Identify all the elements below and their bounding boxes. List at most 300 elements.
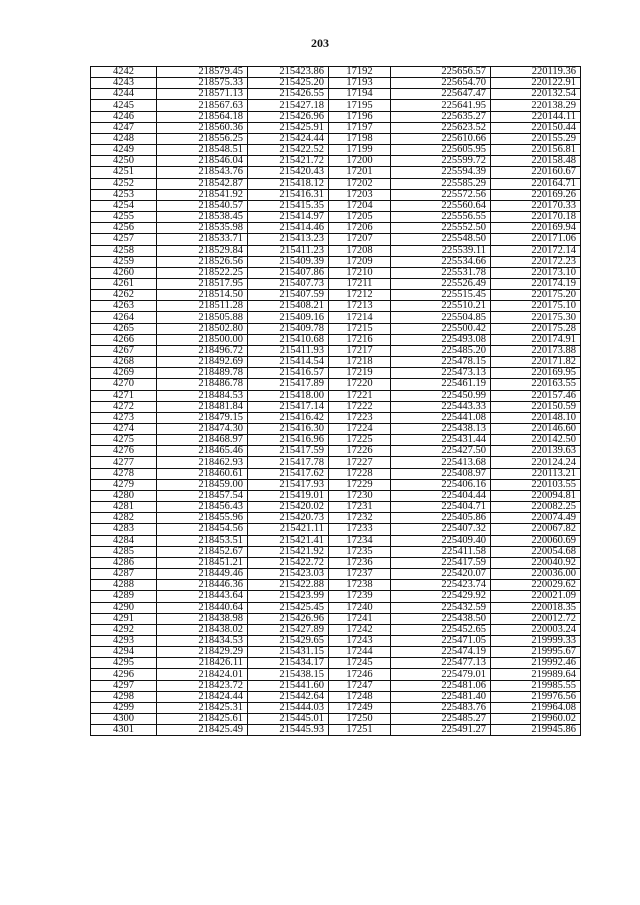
table-cell: 218452.67 — [157, 546, 248, 557]
table-cell: 17210 — [329, 267, 391, 278]
table-cell: 220094.81 — [491, 490, 581, 501]
table-cell: 218511.28 — [157, 301, 248, 312]
table-cell: 4265 — [91, 323, 157, 334]
table-row — [91, 156, 581, 167]
table-cell: 4295 — [91, 658, 157, 669]
table-cell: 218571.13 — [157, 89, 248, 100]
table-row — [91, 200, 581, 211]
table-row — [91, 256, 581, 267]
table-row — [91, 111, 581, 122]
table-cell: 17195 — [329, 100, 391, 111]
table-cell: 4290 — [91, 602, 157, 613]
table-cell: 17193 — [329, 78, 391, 89]
table-cell: 4249 — [91, 145, 157, 156]
table-cell: 17214 — [329, 312, 391, 323]
table-cell: 220012.72 — [491, 613, 581, 624]
table-cell: 220156.81 — [491, 145, 581, 156]
table-row — [91, 345, 581, 356]
table-cell: 225641.95 — [391, 100, 491, 111]
table-cell: 220160.67 — [491, 167, 581, 178]
table-cell: 4283 — [91, 524, 157, 535]
table-cell: 225409.40 — [391, 535, 491, 546]
table-cell: 215420.02 — [248, 502, 329, 513]
table-cell: 220142.50 — [491, 435, 581, 446]
table-cell: 218529.84 — [157, 245, 248, 256]
table-row — [91, 647, 581, 658]
table-cell: 17207 — [329, 234, 391, 245]
table-cell: 218454.56 — [157, 524, 248, 535]
table-cell: 4284 — [91, 535, 157, 546]
table-cell: 219989.64 — [491, 669, 581, 680]
table-cell: 4255 — [91, 212, 157, 223]
table-cell: 215429.65 — [248, 635, 329, 646]
table-cell: 17206 — [329, 223, 391, 234]
table-row — [91, 680, 581, 691]
table-cell: 225423.74 — [391, 580, 491, 591]
table-cell: 4267 — [91, 345, 157, 356]
table-cell: 215427.89 — [248, 624, 329, 635]
page-number: 203 — [311, 36, 329, 50]
table-cell: 220103.55 — [491, 479, 581, 490]
table-cell: 220067.82 — [491, 524, 581, 535]
table-cell: 225427.50 — [391, 446, 491, 457]
table-cell: 215414.54 — [248, 357, 329, 368]
table-row — [91, 557, 581, 568]
table-cell: 218459.00 — [157, 479, 248, 490]
table-cell: 218455.96 — [157, 513, 248, 524]
table-cell: 219960.02 — [491, 714, 581, 725]
table-cell: 225413.68 — [391, 457, 491, 468]
table-cell: 4273 — [91, 412, 157, 423]
table-cell: 215407.86 — [248, 267, 329, 278]
table-cell: 215421.41 — [248, 535, 329, 546]
table-cell: 17247 — [329, 680, 391, 691]
table-cell: 225485.27 — [391, 714, 491, 725]
table-row — [91, 446, 581, 457]
table-row — [91, 524, 581, 535]
table-cell: 215417.59 — [248, 446, 329, 457]
table-cell: 4286 — [91, 557, 157, 568]
table-cell: 218535.98 — [157, 223, 248, 234]
table-cell: 220170.18 — [491, 212, 581, 223]
table-cell: 218543.76 — [157, 167, 248, 178]
table-cell: 218492.69 — [157, 357, 248, 368]
table-cell: 4294 — [91, 647, 157, 658]
table-cell: 220074.49 — [491, 513, 581, 524]
table-cell: 4280 — [91, 490, 157, 501]
table-cell: 220150.44 — [491, 122, 581, 133]
table-cell: 218449.46 — [157, 569, 248, 580]
table-row — [91, 457, 581, 468]
table-cell: 4250 — [91, 156, 157, 167]
table-row — [91, 424, 581, 435]
table-cell: 218429.29 — [157, 647, 248, 658]
table-cell: 215414.46 — [248, 223, 329, 234]
table-cell: 215413.23 — [248, 234, 329, 245]
table-cell: 225599.72 — [391, 156, 491, 167]
table-cell: 225548.50 — [391, 234, 491, 245]
table-cell: 219999.33 — [491, 635, 581, 646]
table-cell: 220170.33 — [491, 200, 581, 211]
table-row — [91, 89, 581, 100]
table-cell: 225450.99 — [391, 390, 491, 401]
table-cell: 215408.21 — [248, 301, 329, 312]
table-cell: 220169.94 — [491, 223, 581, 234]
table-cell: 218443.64 — [157, 591, 248, 602]
table-cell: 215418.12 — [248, 178, 329, 189]
table-cell: 218425.31 — [157, 702, 248, 713]
table-cell: 215426.55 — [248, 89, 329, 100]
table-cell: 220138.29 — [491, 100, 581, 111]
table-cell: 4272 — [91, 401, 157, 412]
table-cell: 17209 — [329, 256, 391, 267]
table-cell: 215411.23 — [248, 245, 329, 256]
table-cell: 218538.45 — [157, 212, 248, 223]
table-cell: 218425.49 — [157, 725, 248, 736]
table-cell: 4292 — [91, 624, 157, 635]
table-cell: 220139.63 — [491, 446, 581, 457]
table-row — [91, 223, 581, 234]
table-cell: 215417.62 — [248, 468, 329, 479]
table-cell: 225500.42 — [391, 323, 491, 334]
table-row — [91, 267, 581, 278]
table-cell: 218564.18 — [157, 111, 248, 122]
table-cell: 17200 — [329, 156, 391, 167]
table-cell: 220054.68 — [491, 546, 581, 557]
table-cell: 220124.24 — [491, 457, 581, 468]
table-cell: 215418.00 — [248, 390, 329, 401]
table-row — [91, 100, 581, 111]
table-row — [91, 624, 581, 635]
table-cell: 218456.43 — [157, 502, 248, 513]
table-cell: 225452.65 — [391, 624, 491, 635]
table-cell: 220174.91 — [491, 334, 581, 345]
table-cell: 17228 — [329, 468, 391, 479]
table-cell: 225441.08 — [391, 412, 491, 423]
table-cell: 215409.16 — [248, 312, 329, 323]
table-cell: 218424.01 — [157, 669, 248, 680]
table-cell: 215421.92 — [248, 546, 329, 557]
table-cell: 215420.43 — [248, 167, 329, 178]
table-cell: 218438.02 — [157, 624, 248, 635]
table-cell: 220164.71 — [491, 178, 581, 189]
table-cell: 218425.61 — [157, 714, 248, 725]
table-cell: 218438.98 — [157, 613, 248, 624]
table-row — [91, 669, 581, 680]
table-cell: 17212 — [329, 290, 391, 301]
table-cell: 17240 — [329, 602, 391, 613]
table-cell: 220122.91 — [491, 78, 581, 89]
table-cell: 17218 — [329, 357, 391, 368]
table-cell: 225408.97 — [391, 468, 491, 479]
table-row — [91, 167, 581, 178]
table-row — [91, 390, 581, 401]
table-cell: 225654.70 — [391, 78, 491, 89]
table-row — [91, 133, 581, 144]
table-cell: 225493.08 — [391, 334, 491, 345]
table-cell: 220021.09 — [491, 591, 581, 602]
table-cell: 225481.40 — [391, 691, 491, 702]
table-cell: 17245 — [329, 658, 391, 669]
table-cell: 215445.01 — [248, 714, 329, 725]
table-cell: 215416.31 — [248, 189, 329, 200]
table-cell: 225481.06 — [391, 680, 491, 691]
table-cell: 215423.86 — [248, 67, 329, 78]
table-cell: 225432.59 — [391, 602, 491, 613]
table-cell: 215420.73 — [248, 513, 329, 524]
table-cell: 220175.28 — [491, 323, 581, 334]
table-cell: 4298 — [91, 691, 157, 702]
table-cell: 215425.20 — [248, 78, 329, 89]
table-cell: 218541.92 — [157, 189, 248, 200]
table-cell: 4262 — [91, 290, 157, 301]
table-row — [91, 546, 581, 557]
table-cell: 219945.86 — [491, 725, 581, 736]
table-cell: 4261 — [91, 278, 157, 289]
table-cell: 17248 — [329, 691, 391, 702]
table-row — [91, 234, 581, 245]
table-cell: 17224 — [329, 424, 391, 435]
table-cell: 220157.46 — [491, 390, 581, 401]
table-cell: 4256 — [91, 223, 157, 234]
table-cell: 17213 — [329, 301, 391, 312]
table-cell: 215417.78 — [248, 457, 329, 468]
table-cell: 225471.05 — [391, 635, 491, 646]
table-cell: 4247 — [91, 122, 157, 133]
table-cell: 17222 — [329, 401, 391, 412]
table-cell: 218546.04 — [157, 156, 248, 167]
table-cell: 225443.33 — [391, 401, 491, 412]
table-row — [91, 591, 581, 602]
table-cell: 215409.78 — [248, 323, 329, 334]
table-cell: 225605.95 — [391, 145, 491, 156]
table-cell: 4242 — [91, 67, 157, 78]
table-cell: 220169.26 — [491, 189, 581, 200]
table-cell: 4248 — [91, 133, 157, 144]
table-cell: 218548.51 — [157, 145, 248, 156]
table-cell: 17251 — [329, 725, 391, 736]
table-cell: 4271 — [91, 390, 157, 401]
table-cell: 225477.13 — [391, 658, 491, 669]
table-cell: 218579.45 — [157, 67, 248, 78]
table-row — [91, 368, 581, 379]
table-cell: 225556.55 — [391, 212, 491, 223]
table-cell: 17233 — [329, 524, 391, 535]
table-row — [91, 379, 581, 390]
table-cell: 219992.46 — [491, 658, 581, 669]
table-row — [91, 468, 581, 479]
table-row — [91, 580, 581, 591]
table-cell: 4276 — [91, 446, 157, 457]
table-cell: 219964.08 — [491, 702, 581, 713]
table-row — [91, 401, 581, 412]
table-row — [91, 658, 581, 669]
table-row — [91, 569, 581, 580]
table-cell: 17220 — [329, 379, 391, 390]
table-cell: 215410.68 — [248, 334, 329, 345]
table-cell: 215416.96 — [248, 435, 329, 446]
table-cell: 17232 — [329, 513, 391, 524]
table-cell: 4293 — [91, 635, 157, 646]
table-cell: 218540.57 — [157, 200, 248, 211]
table-cell: 215415.35 — [248, 200, 329, 211]
table-row — [91, 312, 581, 323]
table-cell: 17250 — [329, 714, 391, 725]
table-cell: 215423.99 — [248, 591, 329, 602]
table-cell: 225623.52 — [391, 122, 491, 133]
table-row — [91, 502, 581, 513]
table-cell: 4281 — [91, 502, 157, 513]
table-cell: 220171.06 — [491, 234, 581, 245]
table-cell: 215419.01 — [248, 490, 329, 501]
table-cell: 17219 — [329, 368, 391, 379]
table-cell: 4275 — [91, 435, 157, 446]
table-cell: 17204 — [329, 200, 391, 211]
table-cell: 4269 — [91, 368, 157, 379]
table-cell: 215441.60 — [248, 680, 329, 691]
table-cell: 17196 — [329, 111, 391, 122]
table-cell: 220113.21 — [491, 468, 581, 479]
table-cell: 225474.19 — [391, 647, 491, 658]
table-cell: 218526.56 — [157, 256, 248, 267]
table-row — [91, 334, 581, 345]
table-cell: 17201 — [329, 167, 391, 178]
table-cell: 4282 — [91, 513, 157, 524]
table-cell: 219985.55 — [491, 680, 581, 691]
table-cell: 17208 — [329, 245, 391, 256]
table-row — [91, 301, 581, 312]
table-cell: 17221 — [329, 390, 391, 401]
table-cell: 220171.82 — [491, 357, 581, 368]
table-cell: 215444.03 — [248, 702, 329, 713]
table-cell: 220060.69 — [491, 535, 581, 546]
table-cell: 220082.25 — [491, 502, 581, 513]
table-cell: 17249 — [329, 702, 391, 713]
table-cell: 225431.44 — [391, 435, 491, 446]
table-cell: 215427.18 — [248, 100, 329, 111]
table-cell: 215434.17 — [248, 658, 329, 669]
table-row — [91, 412, 581, 423]
table-cell: 220146.60 — [491, 424, 581, 435]
table-cell: 17230 — [329, 490, 391, 501]
table-cell: 215421.11 — [248, 524, 329, 535]
table-cell: 17246 — [329, 669, 391, 680]
coordinates-table-body — [91, 67, 581, 736]
table-cell: 218542.87 — [157, 178, 248, 189]
table-cell: 4285 — [91, 546, 157, 557]
table-cell: 215425.45 — [248, 602, 329, 613]
table-cell: 4299 — [91, 702, 157, 713]
table-cell: 218462.93 — [157, 457, 248, 468]
table-cell: 4274 — [91, 424, 157, 435]
table-cell: 17242 — [329, 624, 391, 635]
table-cell: 225534.66 — [391, 256, 491, 267]
table-cell: 225429.92 — [391, 591, 491, 602]
table-cell: 218440.64 — [157, 602, 248, 613]
table-row — [91, 479, 581, 490]
table-cell: 215425.91 — [248, 122, 329, 133]
table-cell: 215422.52 — [248, 145, 329, 156]
table-cell: 218479.15 — [157, 412, 248, 423]
table-cell: 4278 — [91, 468, 157, 479]
table-cell: 225560.64 — [391, 200, 491, 211]
table-cell: 4254 — [91, 200, 157, 211]
table-cell: 215431.15 — [248, 647, 329, 658]
table-cell: 4296 — [91, 669, 157, 680]
table-cell: 225585.29 — [391, 178, 491, 189]
table-cell: 218426.11 — [157, 658, 248, 669]
table-cell: 225483.76 — [391, 702, 491, 713]
table-cell: 218517.95 — [157, 278, 248, 289]
table-cell: 4251 — [91, 167, 157, 178]
table-row — [91, 290, 581, 301]
table-cell: 17203 — [329, 189, 391, 200]
table-cell: 4300 — [91, 714, 157, 725]
table-cell: 4263 — [91, 301, 157, 312]
table-cell: 4243 — [91, 78, 157, 89]
table-cell: 220119.36 — [491, 67, 581, 78]
table-cell: 215409.39 — [248, 256, 329, 267]
table-cell: 4244 — [91, 89, 157, 100]
table-row — [91, 78, 581, 89]
table-cell: 225405.86 — [391, 513, 491, 524]
table-cell: 4260 — [91, 267, 157, 278]
table-cell: 218451.21 — [157, 557, 248, 568]
table-cell: 17225 — [329, 435, 391, 446]
table-cell: 225438.13 — [391, 424, 491, 435]
table-cell: 17235 — [329, 546, 391, 557]
table-cell: 218556.25 — [157, 133, 248, 144]
table-cell: 17198 — [329, 133, 391, 144]
table-cell: 17237 — [329, 569, 391, 580]
table-cell: 225647.47 — [391, 89, 491, 100]
table-row — [91, 725, 581, 736]
table-cell: 17243 — [329, 635, 391, 646]
table-cell: 215416.30 — [248, 424, 329, 435]
table-cell: 219995.67 — [491, 647, 581, 658]
table-cell: 218567.63 — [157, 100, 248, 111]
table-cell: 225478.15 — [391, 357, 491, 368]
table-cell: 17192 — [329, 67, 391, 78]
table-cell: 225635.27 — [391, 111, 491, 122]
table-cell: 4264 — [91, 312, 157, 323]
table-cell: 17197 — [329, 122, 391, 133]
table-cell: 218514.50 — [157, 290, 248, 301]
table-cell: 220175.20 — [491, 290, 581, 301]
table-cell: 4266 — [91, 334, 157, 345]
table-cell: 4297 — [91, 680, 157, 691]
table-cell: 218500.00 — [157, 334, 248, 345]
table-cell: 215416.57 — [248, 368, 329, 379]
table-cell: 4257 — [91, 234, 157, 245]
table-cell: 17244 — [329, 647, 391, 658]
table-cell: 4288 — [91, 580, 157, 591]
table-cell: 225510.21 — [391, 301, 491, 312]
table-cell: 4252 — [91, 178, 157, 189]
table-cell: 4270 — [91, 379, 157, 390]
table-cell: 4268 — [91, 357, 157, 368]
table-cell: 215442.64 — [248, 691, 329, 702]
table-cell: 220169.95 — [491, 368, 581, 379]
table-cell: 215414.97 — [248, 212, 329, 223]
table-row — [91, 490, 581, 501]
table-cell: 17199 — [329, 145, 391, 156]
table-cell: 220150.59 — [491, 401, 581, 412]
table-cell: 225461.19 — [391, 379, 491, 390]
table-cell: 220144.11 — [491, 111, 581, 122]
table-cell: 220036.00 — [491, 569, 581, 580]
table-cell: 17238 — [329, 580, 391, 591]
